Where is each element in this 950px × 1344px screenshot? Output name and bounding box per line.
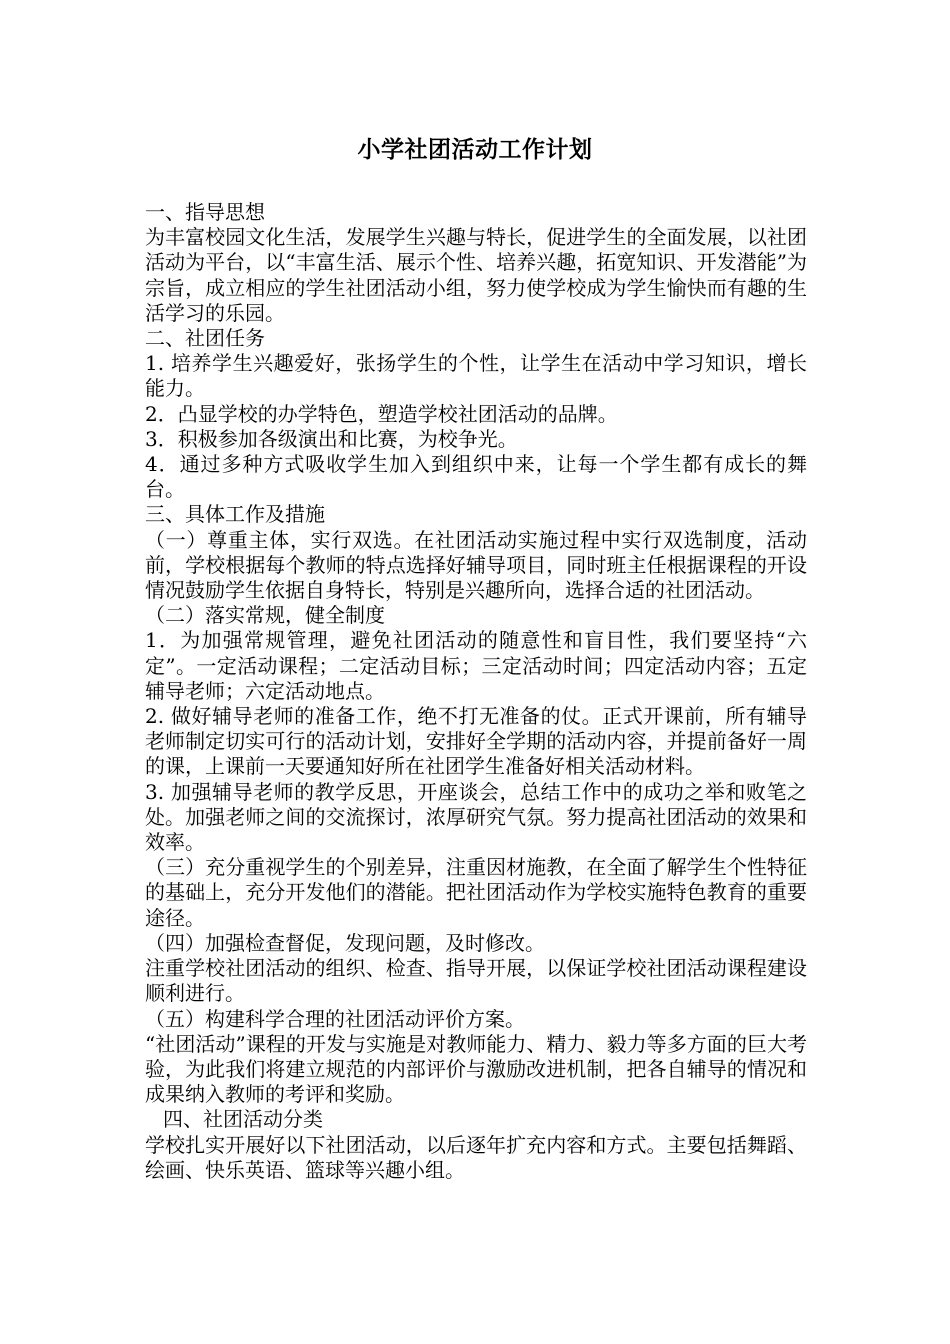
measure-item-2-3: 3. 加强辅导老师的教学反思，开座谈会，总结工作中的成功之举和败笔之处。加强老师之间的交流探讨，浓厚研究气氛。努力提高社团活动的效果和效率。 [145, 779, 807, 855]
document-title: 小学社团活动工作计划 [357, 136, 593, 163]
measure-paragraph-1: （一）尊重主体，实行双选。在社团活动实施过程中实行双选制度，活动前，学校根据每个教师的特点选择好辅导项目，同时班主任根据课程的开设情况鼓励学生依据自身特长，特别是兴趣所向，选择合适的社团活动。 [145, 527, 807, 603]
task-item-4: 4．通过多种方式吸收学生加入到组织中来，让每一个学生都有成长的舞台。 [145, 452, 807, 502]
section-heading-guiding-ideology: 一、指导思想 [145, 200, 265, 224]
task-item-2: 2．凸显学校的办学特色，塑造学校社团活动的品牌。 [145, 401, 618, 426]
measure-item-2-1: 1．为加强常规管理，避免社团活动的随意性和盲目性，我们要坚持“六定”。一定活动课程；二定活动目标；三定活动时间；四定活动内容；五定辅导老师；六定活动地点。 [145, 628, 807, 703]
measure-paragraph-4: 注重学校社团活动的组织、检查、指导开展，以保证学校社团活动课程建设顺利进行。 [145, 956, 807, 1006]
paragraph-guiding-ideology: 为丰富校园文化生活，发展学生兴趣与特长，促进学生的全面发展，以社团活动为平台，以“丰富生活、展示个性、培养兴趣，拓宽知识、开发潜能”为宗旨，成立相应的学生社团活动小组，努力使学校成为学生愉快而有趣的生活学习的乐园。 [145, 225, 807, 325]
paragraph-club-categories: 学校扎实开展好以下社团活动，以后逐年扩充内容和方式。主要包括舞蹈、绘画、快乐英语、篮球等兴趣小组。 [145, 1132, 807, 1182]
measure-paragraph-3: （三）充分重视学生的个别差异，注重因材施教，在全面了解学生个性特征的基础上，充分开发他们的潜能。把社团活动作为学校实施特色教育的重要途径。 [145, 855, 807, 930]
measure-heading-4: （四）加强检查督促，发现问题，及时修改。 [145, 930, 545, 955]
measure-paragraph-5: “社团活动”课程的开发与实施是对教师能力、精力、毅力等多方面的巨大考验，为此我们将建立规范的内部评价与激励改进机制，把各自辅导的情况和成果纳入教师的考评和奖励。 [145, 1031, 807, 1107]
measure-item-2-2: 2. 做好辅导老师的准备工作，绝不打无准备的仗。正式开课前，所有辅导老师制定切实可行的活动计划，安排好全学期的活动内容，并提前备好一周的课，上课前一天要通知好所在社团学生准备好相关活动材料。 [145, 704, 807, 779]
measure-heading-5: （五）构建科学合理的社团活动评价方案。 [145, 1006, 525, 1031]
section-heading-club-categories: 四、社团活动分类 [163, 1107, 323, 1132]
document-body [145, 200, 807, 1183]
section-heading-club-tasks: 二、社团任务 [145, 326, 265, 351]
section-heading-measures: 三、具体工作及措施 [145, 502, 325, 527]
task-item-1: 1. 培养学生兴趣爱好，张扬学生的个性，让学生在活动中学习知识，增长能力。 [145, 351, 807, 401]
task-item-3: 3．积极参加各级演出和比赛，为校争光。 [145, 426, 518, 451]
measure-heading-2: （二）落实常规，健全制度 [145, 603, 385, 628]
